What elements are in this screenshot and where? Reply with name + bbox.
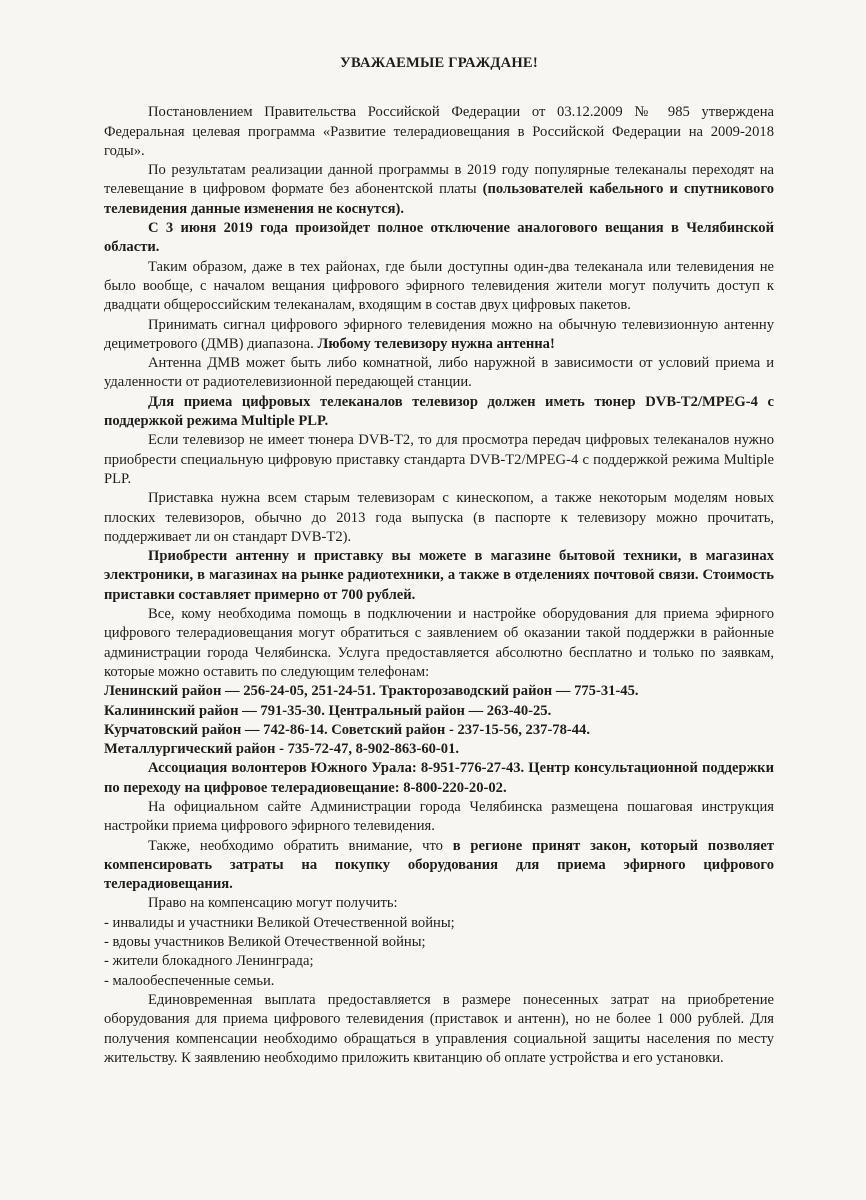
paragraph-official-site: На официальном сайте Администрации города Челябинска размещена пошаговая инструкция настройки приема цифрового эфирного телевидения. xyxy=(104,798,774,835)
paragraph-tuner-requirement xyxy=(104,393,774,432)
compensation-law-bold: в регионе принят закон, который позволяет компенсировать затраты на покупку оборудования для приема эфирного цифрового телерадиовещания. xyxy=(104,837,774,893)
paragraph-antenna-note: Любому телевизору нужна антенна! xyxy=(317,335,555,352)
paragraph-analog-shutdown xyxy=(104,219,774,258)
where-to-buy-text: Приобрести антенну и приставку вы можете в магазине бытовой техники, в магазинах электроники, в магазинах на рынке радиотехники, а также в отделениях почтовой связи. Стоимость приставки составляет примерно от 700 рублей. xyxy=(104,548,774,603)
paragraph-channel-access: Таким образом, даже в тех районах, где были доступны один-два телеканала или телевидения не было вообще, с началом вещания цифрового эфирного телевидения жители могут получить доступ к двадцати общероссийским телеканалам, входящим в состав двух цифровых пакетов. xyxy=(104,258,774,314)
analog-shutdown-text: С 3 июня 2019 года произойдет полное отключение аналогового вещания в Челябинской области. xyxy=(104,220,774,256)
phone-line: Ленинский район –– 256-24-05, 251-24-51. Тракторозаводский район –– 775-31-45. xyxy=(104,683,639,700)
paragraph-compensation-law xyxy=(104,837,774,895)
phone-line: Металлургический район - 735-72-47, 8-902-863-60-01. xyxy=(104,741,460,758)
paragraph-set-top-box: Если телевизор не имеет тюнера DVB-T2, то для просмотра передач цифровых телеканалов нужно приобрести специальную цифровую приставку стандарта DVB-T2/MPEG-4 с поддержкой режима Multiple PLP. xyxy=(104,432,774,487)
paragraph-antenna-text: Принимать сигнал цифрового эфирного телевидения можно на обычную телевизионную антенну дециметрового (ДМВ) диапазона. xyxy=(104,316,774,352)
paragraph-program-results-note: (пользователей кабельного и спутникового телевидения данные изменения не коснутся). xyxy=(104,181,775,217)
paragraph-assistance: Все, кому необходима помощь в подключении и настройке оборудования для приема эфирного цифрового телерадиовещания могут обратиться с заявлением об оказании такой поддержки в районные администрации города Челябинска. Услуга предоставляется абсолютно бесплатно и только по заявкам, которые можно оставить по следующим телефонам: xyxy=(104,606,774,680)
paragraph-decree: Постановлением Правительства Российской Федерации от 03.12.2009 № 985 утверждена Федеральная целевая программа «Развитие телерадиовещания в Российской Федерации на 2009-2018 годы». xyxy=(104,104,774,159)
list-item: - вдовы участников Великой Отечественной войны; xyxy=(104,934,426,951)
paragraph-where-to-buy xyxy=(104,547,774,605)
paragraph-volunteers xyxy=(104,759,774,798)
paragraph-antenna-type: Антенна ДМВ может быть либо комнатной, либо наружной в зависимости от условий приема и удаленности от радиотелевизионной передающей станции. xyxy=(104,355,774,391)
paragraph-program-results xyxy=(104,161,774,219)
list-item: - жители блокадного Ленинграда; xyxy=(104,953,314,970)
phone-line: Курчатовский район –– 742-86-14. Советский район - 237-15-56, 237-78-44. xyxy=(104,721,591,738)
list-item: - малообеспеченные семьи. xyxy=(104,972,275,989)
document-title: УВАЖАЕМЫЕ ГРАЖДАНЕ! xyxy=(340,55,538,71)
volunteers-text: Ассоциация волонтеров Южного Урала: 8-951-776-27-43. Центр консультационной поддержки по переходу на цифровое телерадиовещание: 8-800-220-20-02. xyxy=(104,760,774,796)
paragraph-program-results-text: По результатам реализации данной программы в 2019 году популярные телеканалы переходят на телевещание в цифровом формате без абонентской платы xyxy=(104,162,774,198)
phone-line: Калининский район –– 791-35-30. Центральный район –– 263-40-25. xyxy=(104,702,552,719)
paragraph-payment: Единовременная выплата предоставляется в размере понесенных затрат на приобретение оборудования для приема цифрового телевидения (приставок и антенн), но не более 1 000 рублей. Для получения компенсации необходимо обращаться в управления социальной защиты населения по месту жительству. К заявлению необходимо приложить квитанцию об оплате устройства и его установки. xyxy=(104,991,774,1066)
paragraph-antenna xyxy=(104,316,774,355)
tuner-requirement-text: Для приема цифровых телеканалов телевизор должен иметь тюнер DVB-T2/MPEG-4 с поддержкой режима Multiple PLP. xyxy=(104,393,774,430)
compensation-law-text: Также, необходимо обратить внимание, что xyxy=(148,837,453,854)
list-item: - инвалиды и участники Великой Отечественной войны; xyxy=(104,914,455,931)
list-head: Право на компенсацию могут получить: xyxy=(148,895,398,912)
paragraph-old-tv: Приставка нужна всем старым телевизорам с кинескопом, а также некоторым моделям новых плоских телевизоров, обычно до 2013 года выпуска (в паспорте к телевизору можно прочитать, поддерживает ли он стандарт DVB-T2). xyxy=(104,490,774,545)
